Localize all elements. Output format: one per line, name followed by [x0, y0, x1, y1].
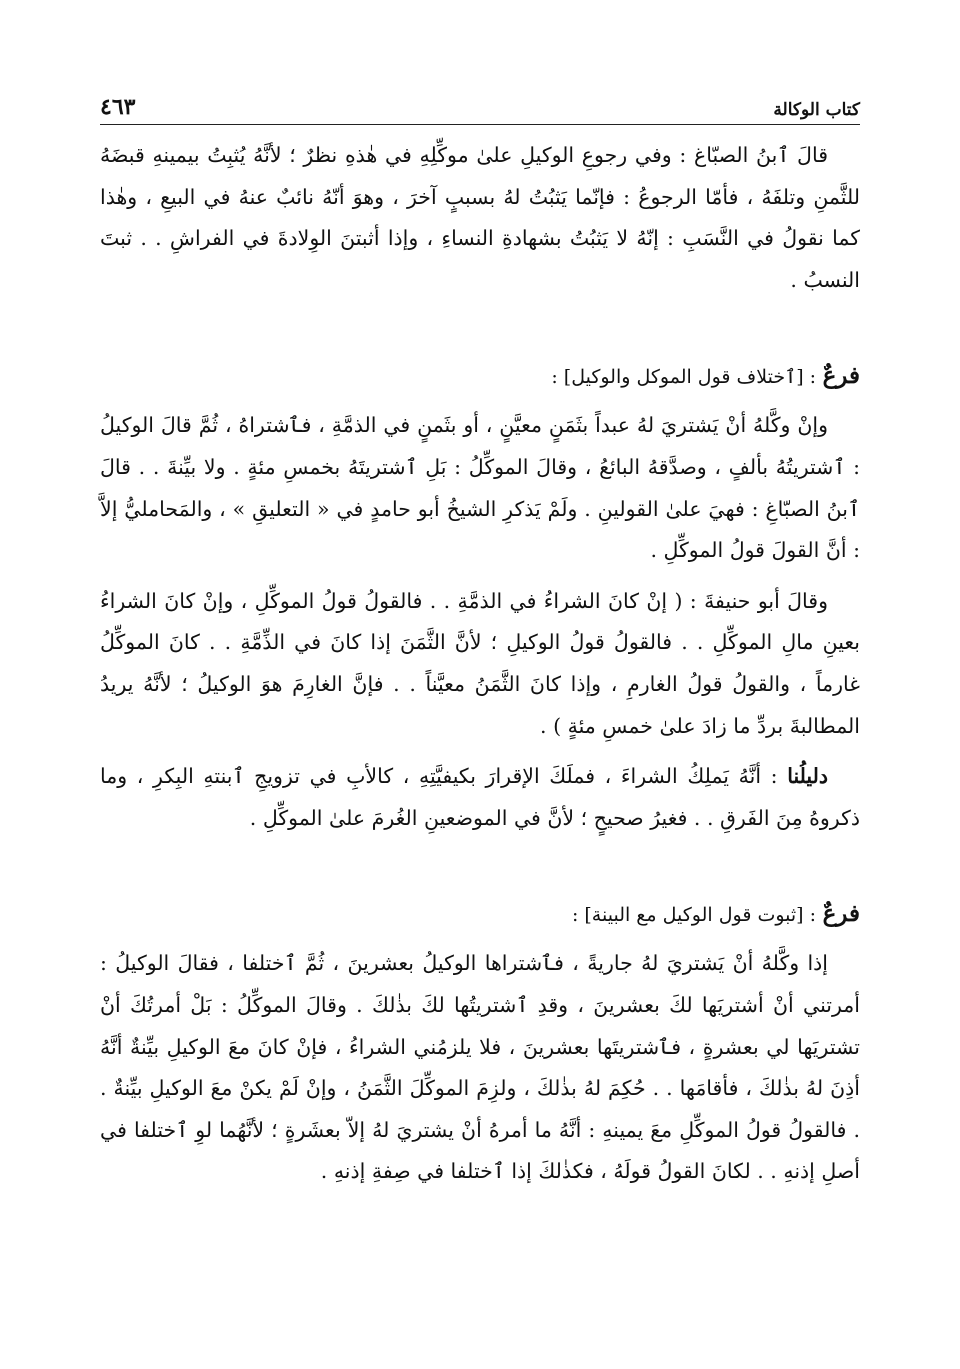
running-title: كتاب الوكالة [773, 100, 860, 120]
paragraph-5: إذا وكَّلهُ أنْ يَشتريَ لهُ جاريةً ، فٱشتراها الوكيلُ بعشرينَ ، ثُمَّ ٱختلفا ، فقالَ الوكيلُ : أمرتني أنْ أشتريَها لكَ بعشرينَ ، وقدِ ٱشتريتُها لكَ بذٰلكَ . وقالَ الموكِّلُ : بَلْ أمرتُكَ أنْ تشتريَها لي بعشرةٍ ، فٱشتريتَها بعشرينَ ، فلا يلزمُني الشراءُ ، فإنْ كانَ معَ الوكيلِ بيِّنةٌ أنَّهُ أذِنَ لهُ بذٰلكَ ، فأقامَها . . حُكِمَ لهُ بذٰلكَ ، ولزِمَ الموكِّلَ الثَّمَنُ ، وإنْ لَمْ يكنْ معَ الوكيلِ بيِّنةٌ . . فالقولُ قولُ الموكِّلِ معَ يمينهِ : أنَّهُ ما أمرهُ أنْ يشتريَ لهُ إلاّ بعشَرةٍ ؛ لأنَّهُما لوِ ٱختلفا في أصلِ إذنهِ . . لكانَ القولُ قولَهُ ، فكذٰلكَ إذا ٱختلفا في صِفةِ إذنهِ . [100, 951, 860, 1184]
paragraph-text: : أنَّهُ يَملِكُ الشراءَ ، فملَكَ الإقرارَ بكيفيَّتِهِ ، كالأبِ في تزويجِ ٱبنتهِ البِكرِ ، وما ذكروهُ مِنَ الفَرقِ . . فغيرُ صحيحٍ ؛ لأنَّ في الموضعينِ الغُرمَ علىٰ الموكِّلِ . [100, 764, 860, 830]
paragraph-1: قالَ ٱبنُ الصبّاغ : وفي رجوعِ الوكيلِ علىٰ موكِّلِهِ في هٰذهِ نظرٌ ؛ لأنَّهُ يُثبِتُ بيمينهِ قبضَهُ للثَّمنِ وتلفَهُ ، فأمّا الرجوعُ : فإنّما يَثبُتُ لهُ بسببٍ آخرَ ، وهوَ أنّهُ نائبٌ عنهُ في البيعِ ، وهٰذا كما نقولُ في النَّسَبِ : إنّهُ لا يَثبُتُ بشهادةِ النساءِ ، وإذا أثبتنَ الوِلادةَ في الفراشِ . . ثبتَ النسبُ . [100, 143, 860, 292]
paragraph-3: وقالَ أبو حنيفةَ : ( إنْ كانَ الشراءُ في الذمَّةِ . . فالقولُ قولُ الموكِّلِ ، وإنْ كانَ الشراءُ بعينِ مالِ الموكِّلِ . . فالقولُ قولُ الوكيلِ ؛ لأنَّ الثَّمَنَ إذا كانَ في الذِّمَّةِ . . كانَ الموكِّلُ غارماً ، والقولُ قولُ الغارمِ ، وإذا كانَ الثَّمَنُ معيَّناً . . فإنَّ الغارِمَ هوَ الوكيلُ ؛ لأنَّهُ يريدُ المطالبةَ بردِّ ما زادَ علىٰ خمسِ مئةٍ ) . [100, 588, 860, 738]
section-label: فرعٌ [822, 900, 860, 928]
paragraph-lead: دليلُنا [787, 764, 828, 789]
section-label: فرعٌ [822, 362, 860, 390]
page-header [100, 80, 860, 120]
section-heading-evidence [100, 896, 860, 933]
section-title: : [ٱختلاف قول الموكل والوكيل] : [551, 366, 817, 389]
section-title: : [ثبوت قول الوكيل مع البينة] : [571, 904, 817, 927]
header-rule [100, 124, 860, 125]
paragraph-4 [100, 756, 860, 839]
page-number: ٤٦٣ [100, 94, 136, 120]
paragraph-2: وإنْ وكَّلهُ أنْ يَشتريَ لهُ عبداً بثَمَنٍ معيَّنٍ ، أو بثَمنٍ في الذمَّةِ ، فٱشتراهُ ، ثُمَّ قالَ الوكيلُ : ٱشتريتُهُ بألفٍ ، وصدَّقهُ البائعُ ، وقالَ الموكِّلُ : بَلِ ٱشتريتَهُ بخمسِ مئةٍ . ولا بيِّنةَ . . قالَ ٱبنُ الصبّاغِ : فهيَ علىٰ القولينِ . ولَمْ يَذكرِ الشيخُ أبو حامدٍ في « التعليقِ » ، والمَحامليُّ إلاَّ : أنَّ القولَ قولُ الموكِّلِ . [100, 413, 860, 563]
section-heading-disagreement [100, 358, 860, 395]
page-body [100, 135, 860, 1202]
